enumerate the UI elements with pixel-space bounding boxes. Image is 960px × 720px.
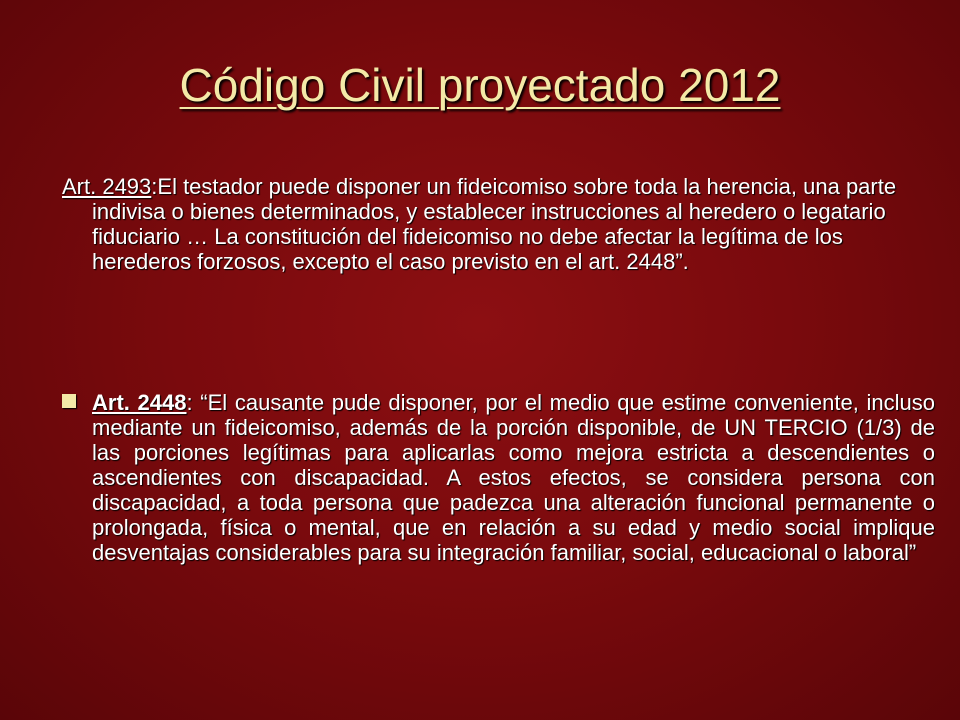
article-2493-ref: Art. 2493	[62, 174, 152, 199]
article-2448-paragraph	[62, 390, 935, 565]
article-2493-text: :El testador puede disponer un fideicomiso sobre toda la herencia, una parte indivisa o bienes determinados, y establecer instrucciones al heredero o legatario fiduciario … La constitución del fideicomiso no debe afectar la legítima de los herederos forzosos, excepto el caso previsto en el art. 2448”.	[92, 174, 897, 274]
article-2448-text: : “El causante pude disponer, por el medio que estime conveniente, incluso mediante un fideicomiso, además de la porción disponible, de UN TERCIO (1/3) de las porciones legítimas para aplicarlas como mejora estricta a descendientes o ascendientes con discapacidad. A estos efectos, se considera persona con discapacidad, a toda persona que padezca una alteración funcional permanente o prolongada, física o mental, que en relación a su edad y medio social implique desventajas considerables para su integración familiar, social, educacional o laboral”	[92, 390, 935, 565]
slide-title: Código Civil proyectado 2012	[179, 59, 781, 111]
square-bullet-icon	[62, 394, 76, 408]
article-2448-ref: Art. 2448	[92, 390, 187, 415]
article-2493-paragraph	[62, 174, 940, 274]
